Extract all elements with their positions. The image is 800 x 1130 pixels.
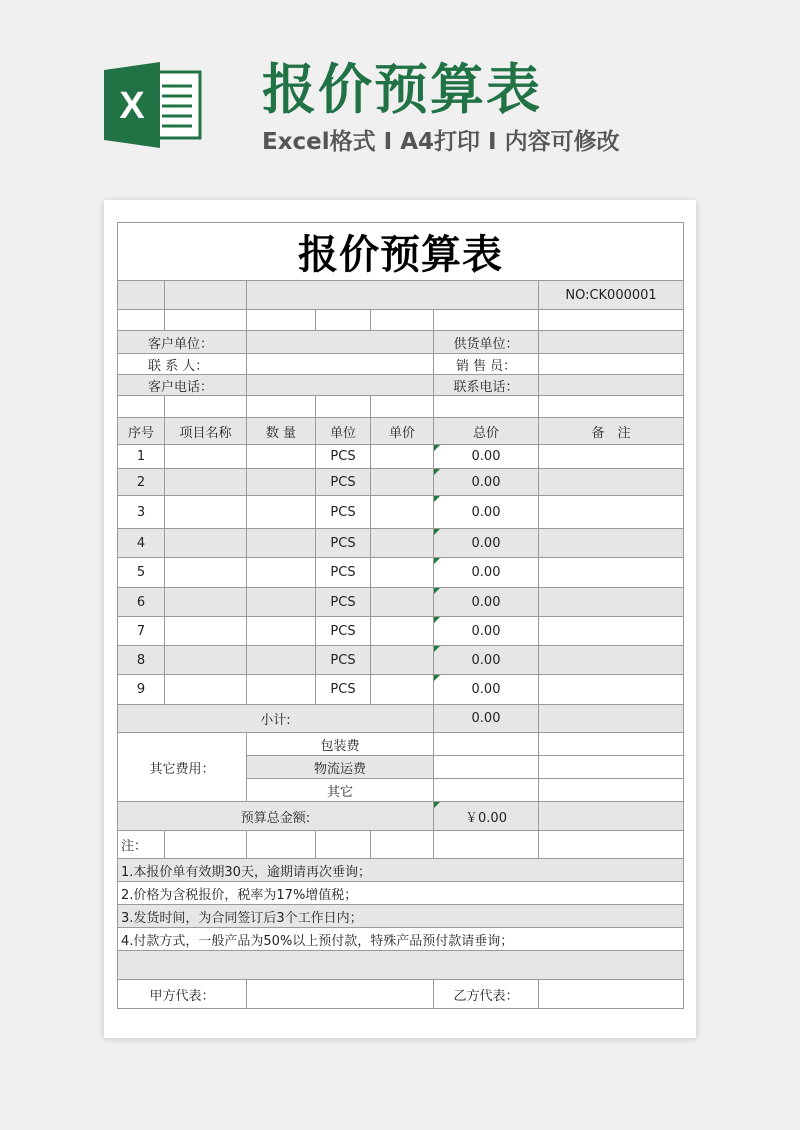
unit-cell: PCS [316,646,371,675]
party-b-signature-field[interactable] [539,980,684,1009]
total-cell: 0.00 [434,469,539,496]
price-cell[interactable] [371,646,434,675]
subtotal-label: 小计: [118,705,434,733]
total-cell: 0.00 [434,588,539,617]
note-1: 1.本报价单有效期30天，逾期请再次垂询； [118,859,684,882]
remark-cell[interactable] [539,529,684,558]
header-remark: 备 注 [539,418,684,445]
header-total: 总价 [434,418,539,445]
total-cell: 0.00 [434,617,539,646]
row-index: 4 [118,529,165,558]
subtotal-value: 0.00 [434,705,539,733]
salesperson-label: 销 售 员： [434,354,539,375]
unit-cell: PCS [316,469,371,496]
party-a-signature-field[interactable] [247,980,434,1009]
other-fee-value[interactable] [434,779,539,802]
unit-cell: PCS [316,588,371,617]
blank-row[interactable] [118,951,684,980]
remark-cell[interactable] [539,588,684,617]
note-3: 3.发货时间，为合同签订后3个工作日内； [118,905,684,928]
item-name-cell[interactable] [165,445,247,469]
price-cell[interactable] [371,469,434,496]
unit-cell: PCS [316,617,371,646]
logistics-fee-label: 物流运费 [247,756,434,779]
qty-cell[interactable] [247,675,316,705]
subtotal-row [118,705,684,733]
row-index: 2 [118,469,165,496]
table-row [118,558,684,588]
contact-field[interactable] [247,354,434,375]
packaging-fee-label: 包装费 [247,733,434,756]
header-index: 序号 [118,418,165,445]
row-index: 8 [118,646,165,675]
quotation-budget-table [117,222,684,1009]
total-cell: 0.00 [434,558,539,588]
qty-cell[interactable] [247,445,316,469]
cell[interactable] [165,281,247,310]
customer-phone-field[interactable] [247,375,434,396]
table-row [118,675,684,705]
customer-unit-field[interactable] [247,331,434,354]
header-row [118,418,684,445]
table-row [118,646,684,675]
contact-phone-field[interactable] [539,375,684,396]
item-name-cell[interactable] [165,496,247,529]
cell[interactable] [247,281,539,310]
remark-cell[interactable] [539,646,684,675]
contact-phone-label: 联系电话： [434,375,539,396]
unit-cell: PCS [316,445,371,469]
other-fees-label: 其它费用： [118,733,247,802]
header-qty: 数 量 [247,418,316,445]
qty-cell[interactable] [247,469,316,496]
other-fee-label: 其它 [247,779,434,802]
document-number: NO:CK000001 [539,281,684,310]
banner-title: 报价预算表 [262,58,542,121]
remark-cell[interactable] [539,675,684,705]
table-row [118,617,684,646]
unit-cell: PCS [316,496,371,529]
item-name-cell[interactable] [165,617,247,646]
item-name-cell[interactable] [165,529,247,558]
row-index: 1 [118,445,165,469]
excel-logo-icon [104,62,202,148]
svg-text:X: X [119,85,145,127]
header-price: 单价 [371,418,434,445]
logistics-fee-value[interactable] [434,756,539,779]
row-index: 3 [118,496,165,529]
cell[interactable] [118,281,165,310]
remark-cell[interactable] [539,617,684,646]
remark-cell[interactable] [539,445,684,469]
qty-cell[interactable] [247,646,316,675]
row-index: 6 [118,588,165,617]
party-a-label: 甲方代表： [118,980,247,1009]
total-cell: 0.00 [434,675,539,705]
banner-subtitle: Excel格式 I A4打印 I 内容可修改 [262,129,620,155]
budget-total-value: ￥0.00 [434,802,539,831]
remark-cell[interactable] [539,558,684,588]
table-row [118,588,684,617]
unit-cell: PCS [316,675,371,705]
qty-cell[interactable] [247,529,316,558]
item-name-cell[interactable] [165,646,247,675]
note-4: 4.付款方式，一般产品为50%以上预付款，特殊产品预付款请垂询； [118,928,684,951]
price-cell[interactable] [371,529,434,558]
price-cell[interactable] [371,558,434,588]
packaging-fee-value[interactable] [434,733,539,756]
item-name-cell[interactable] [165,469,247,496]
remark-cell[interactable] [539,469,684,496]
row-index: 7 [118,617,165,646]
price-cell[interactable] [371,588,434,617]
note-2: 2.价格为含税报价，税率为17%增值税； [118,882,684,905]
unit-cell: PCS [316,558,371,588]
row-index: 9 [118,675,165,705]
item-name-cell[interactable] [165,558,247,588]
unit-cell: PCS [316,529,371,558]
table-row [118,529,684,558]
item-name-cell[interactable] [165,588,247,617]
document-page [104,200,696,1038]
item-name-cell[interactable] [165,675,247,705]
total-cell: 0.00 [434,529,539,558]
price-cell[interactable] [371,496,434,529]
remark-cell[interactable] [539,496,684,529]
note-label: 注： [118,831,165,859]
salesperson-field[interactable] [539,354,684,375]
qty-cell[interactable] [247,496,316,529]
total-cell: 0.00 [434,496,539,529]
price-cell[interactable] [371,445,434,469]
budget-total-row [118,802,684,831]
supplier-unit-label: 供货单位： [434,331,539,354]
qty-cell[interactable] [247,588,316,617]
qty-cell[interactable] [247,617,316,646]
table-row [118,469,684,496]
price-cell[interactable] [371,617,434,646]
customer-unit-label: 客户单位： [118,331,247,354]
party-b-label: 乙方代表： [434,980,539,1009]
customer-phone-label: 客户电话： [118,375,247,396]
total-cell: 0.00 [434,646,539,675]
header-unit: 单位 [316,418,371,445]
table-row [118,445,684,469]
header-item: 项目名称 [165,418,247,445]
contact-label: 联 系 人： [118,354,247,375]
sheet-title: 报价预算表 [118,223,684,281]
total-cell: 0.00 [434,445,539,469]
budget-total-label: 预算总金额: [118,802,434,831]
table-row [118,496,684,529]
supplier-unit-field[interactable] [539,331,684,354]
qty-cell[interactable] [247,558,316,588]
row-index: 5 [118,558,165,588]
price-cell[interactable] [371,675,434,705]
